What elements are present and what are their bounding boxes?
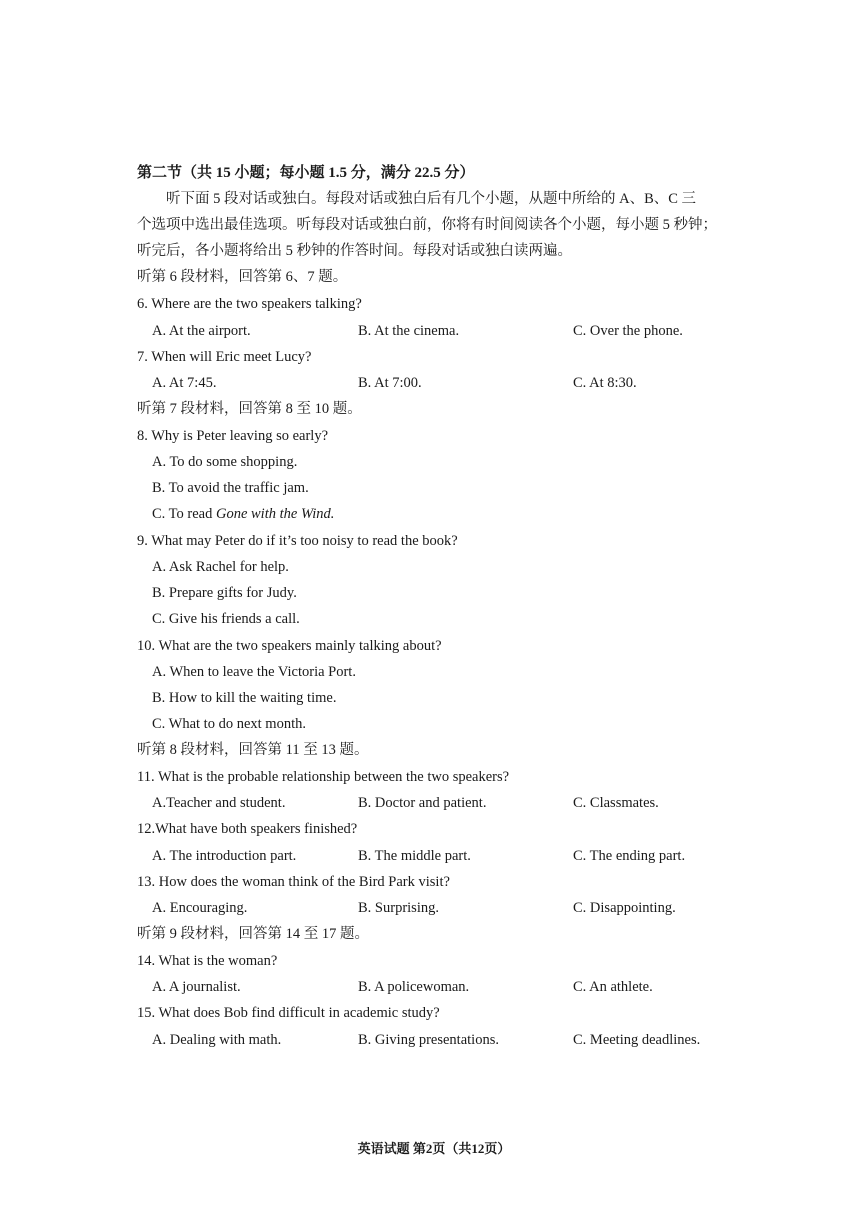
section-heading: 第二节（共 15 小题；每小题 1.5 分，满分 22.5 分） [137,165,475,181]
option-c-text: C. To read [152,506,216,522]
instruction-line-3: 听完后，各小题将给出 5 秒钟的作答时间。每段对话或独白读两遍。 [137,243,572,259]
option-c: C. What to do next month. [152,716,306,732]
option-a: A. Ask Rachel for help. [152,559,289,575]
question-stem: 9. What may Peter do if it’s too noisy to read the book? [137,533,458,549]
option-c: C. Meeting deadlines. [573,1032,701,1048]
option-c: C. Disappointing. [573,900,676,916]
question-stem: 13. How does the woman think of the Bird Park visit? [137,874,450,890]
question-stem: 6. Where are the two speakers talking? [137,296,362,312]
question-stem: 12.What have both speakers finished? [137,821,358,837]
instruction-line-2: 个选项中选出最佳选项。听每段对话或独白前，你将有时间阅读各个小题，每小题 5 秒钟； [137,217,717,233]
option-b: B. At 7:00. [358,375,422,391]
option-c [152,505,334,523]
group-intro: 听第 9 段材料，回答第 14 至 17 题。 [137,926,369,942]
option-a: A. At the airport. [152,323,251,339]
option-a: A. A journalist. [152,979,241,995]
option-b: B. At the cinema. [358,323,460,339]
option-c: C. The ending part. [573,848,686,864]
option-b: B. Doctor and patient. [358,795,487,811]
option-b: B. A policewoman. [358,979,470,995]
option-a: A.Teacher and student. [152,795,286,811]
instruction-line-1: 听下面 5 段对话或独白。每段对话或独白后有几个小题，从题中所给的 A、B、C 三 [137,191,697,207]
option-a: A. The introduction part. [152,848,297,864]
option-b: B. To avoid the traffic jam. [152,480,309,496]
option-a: A. To do some shopping. [152,454,298,470]
option-c: C. Over the phone. [573,323,683,339]
option-b: B. Surprising. [358,900,439,916]
option-a: A. Dealing with math. [152,1032,282,1048]
question-stem: 10. What are the two speakers mainly talking about? [137,638,442,654]
question-stem: 8. Why is Peter leaving so early? [137,428,328,444]
group-intro: 听第 7 段材料，回答第 8 至 10 题。 [137,401,362,417]
option-a: A. Encouraging. [152,900,248,916]
question-stem: 14. What is the woman? [137,953,278,969]
option-a: A. At 7:45. [152,375,217,391]
option-b: B. How to kill the waiting time. [152,690,337,706]
option-c: C. Give his friends a call. [152,611,300,627]
book-title: Gone with the Wind. [215,506,335,522]
page-footer: 英语试题 第2页（共12页） [357,1141,511,1156]
option-c: C. An athlete. [573,979,653,995]
option-a: A. When to leave the Victoria Port. [152,664,356,680]
option-c: C. Classmates. [573,795,659,811]
group-intro: 听第 8 段材料，回答第 11 至 13 题。 [137,742,369,758]
option-b: B. Prepare gifts for Judy. [152,585,297,601]
question-stem: 15. What does Bob find difficult in academic study? [137,1005,440,1021]
option-c: C. At 8:30. [573,375,637,391]
option-b: B. Giving presentations. [358,1032,499,1048]
question-stem: 11. What is the probable relationship between the two speakers? [137,769,510,785]
group-intro: 听第 6 段材料，回答第 6、7 题。 [137,269,348,285]
option-b: B. The middle part. [358,848,471,864]
question-stem: 7. When will Eric meet Lucy? [137,349,312,365]
